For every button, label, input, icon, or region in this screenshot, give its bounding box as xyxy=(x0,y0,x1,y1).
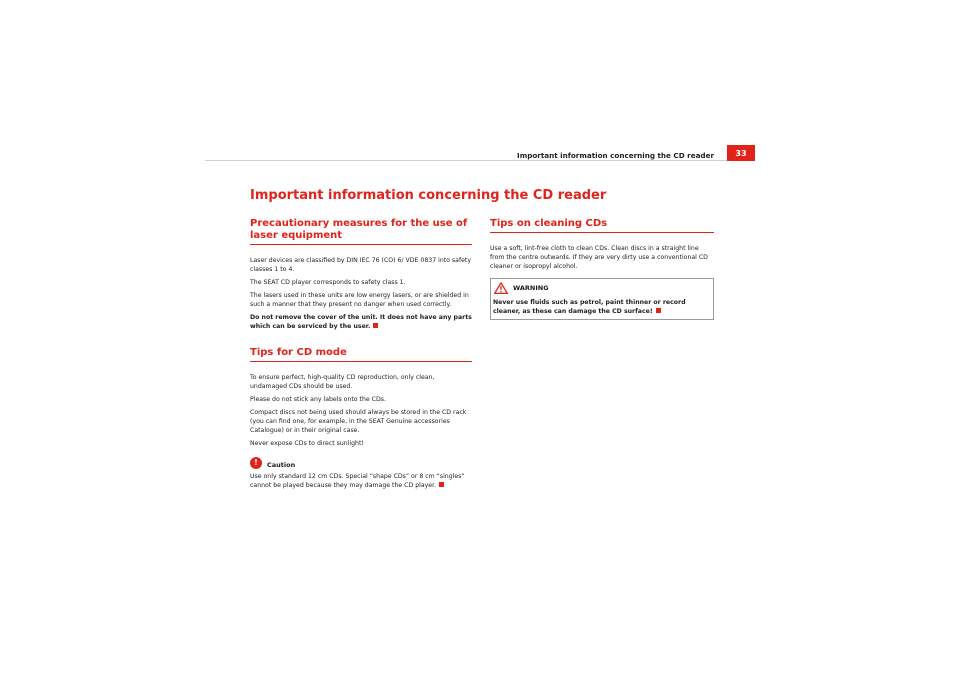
section-laser xyxy=(250,218,472,331)
caution-label: Caution xyxy=(267,461,296,469)
caution-text: Use only standard 12 cm CDs. Special “shape CDs” or 8 cm “singles” cannot be played because they may damage the CD player. xyxy=(250,473,465,489)
caution-header xyxy=(250,457,472,469)
bold-paragraph xyxy=(250,313,472,331)
red-square-icon xyxy=(439,482,444,487)
paragraph: The SEAT CD player corresponds to safety class 1. xyxy=(250,279,406,286)
red-square-icon xyxy=(373,323,378,328)
caution-paragraph xyxy=(250,472,472,490)
paragraph: To ensure perfect, high-quality CD reproduction, only clean, undamaged CDs should be used. xyxy=(250,374,435,390)
warning-header xyxy=(494,282,710,294)
paragraph: Laser devices are classified by DIN IEC 76 (CO) 6/ VDE 0837 into safety classes 1 to 4. xyxy=(250,257,472,273)
paragraph: The lasers used in these units are low energy lasers, or are shielded in such a manner that they present no danger when used correctly. xyxy=(250,292,469,308)
section-heading-laser: Precautionary measures for the use of laser equipment xyxy=(250,218,468,241)
page-title: Important information concerning the CD reader xyxy=(250,188,607,203)
running-head: Important information concerning the CD reader xyxy=(517,151,714,160)
right-column xyxy=(490,218,714,320)
left-column xyxy=(250,218,472,494)
page-number: 33 xyxy=(727,145,755,161)
red-square-icon xyxy=(656,308,661,313)
section-rule xyxy=(250,361,472,362)
section-rule xyxy=(250,244,472,245)
header-rule xyxy=(205,160,755,161)
warning-text: Never use fluids such as petrol, paint thinner or record cleaner, as these can damage the CD surface! xyxy=(493,299,686,315)
section-heading-cd-mode: Tips for CD mode xyxy=(250,347,347,358)
warning-triangle-icon xyxy=(494,282,508,294)
bold-text: Do not remove the cover of the unit. It does not have any parts which can be serviced by the user. xyxy=(250,314,472,330)
paragraph: Never expose CDs to direct sunlight! xyxy=(250,440,364,447)
paragraph: Please do not stick any labels onto the CDs. xyxy=(250,396,386,403)
warning-box xyxy=(490,278,714,320)
warning-label: WARNING xyxy=(513,284,549,292)
warning-paragraph xyxy=(493,298,710,316)
section-cleaning xyxy=(490,218,714,320)
paragraph: Use a soft, lint-free cloth to clean CDs. Clean discs in a straight line from the centre outwards. If they are very dirty use a conventional CD cleaner or isopropyl alcohol. xyxy=(490,245,708,270)
section-cd-mode xyxy=(250,347,472,490)
exclamation-circle-icon: ! xyxy=(250,457,262,469)
paragraph: Compact discs not being used should always be stored in the CD rack (you can find one, for example, in the SEAT Genuine accessories Catalogue) or in their original case. xyxy=(250,409,467,434)
section-heading-cleaning: Tips on cleaning CDs xyxy=(490,218,608,229)
section-rule xyxy=(490,232,714,233)
